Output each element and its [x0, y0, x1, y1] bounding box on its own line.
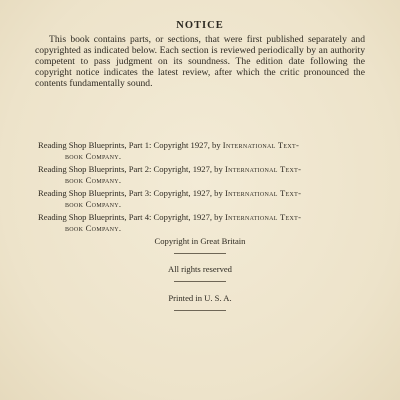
entry-publisher: International Text- [224, 188, 302, 198]
divider-rule [174, 310, 226, 311]
entry-first-line [38, 140, 368, 151]
entry-publisher-continued: book Company. [65, 175, 122, 185]
entry-publisher: International Text- [222, 140, 300, 150]
copyright-entries [38, 140, 368, 236]
entry-publisher: International Text- [224, 164, 302, 174]
entry-part: Reading Shop Blueprints, Part 1: [38, 140, 152, 150]
entry-copyright: Copyright, 1927, by [153, 188, 223, 198]
entry-copyright: Copyright 1927, by [153, 140, 221, 150]
entry-publisher: International Text- [224, 212, 302, 222]
notice-title: NOTICE [176, 20, 224, 31]
entry-first-line [38, 164, 368, 175]
entry-publisher-continued: book Company. [65, 151, 122, 161]
entry-publisher-continued: book Company. [65, 223, 122, 233]
printed-in: Printed in U. S. A. [168, 293, 232, 303]
entry-part: Reading Shop Blueprints, Part 2: [38, 164, 152, 174]
entry-first-line [38, 188, 368, 199]
copyright-entry [38, 140, 368, 162]
copyright-entry [38, 164, 368, 186]
entry-publisher-continued: book Company. [65, 199, 122, 209]
entry-first-line [38, 212, 368, 223]
copyright-entry [38, 188, 368, 210]
divider-rule [174, 253, 226, 254]
rights-reserved: All rights reserved [168, 264, 232, 274]
entry-copyright: Copyright, 1927, by [153, 164, 223, 174]
entry-part: Reading Shop Blueprints, Part 4: [38, 212, 152, 222]
notice-paragraph: This book contains parts, or sections, that were first published separately and copyrighted as indicated below. Each section is reviewed periodically by an authority competent to pass judgment on its soundness. The edition date following the copyright notice indicates the latest review, after which the critic pronounced the contents fundamentally sound. [35, 34, 365, 89]
entry-copyright: Copyright, 1927, by [153, 212, 223, 222]
entry-part: Reading Shop Blueprints, Part 3: [38, 188, 152, 198]
divider-rule [174, 281, 226, 282]
copyright-entry [38, 212, 368, 234]
copyright-great-britain: Copyright in Great Britain [154, 236, 246, 246]
